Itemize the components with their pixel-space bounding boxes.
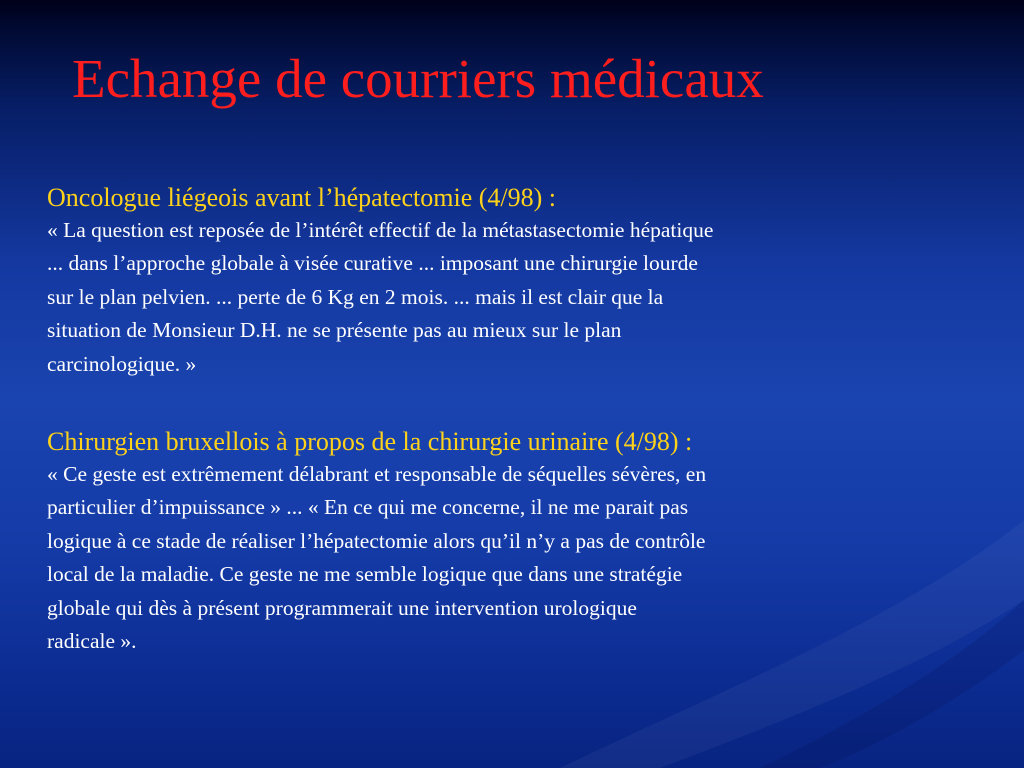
quote-line: carcinologique. » [47,351,197,376]
quote-line: globale qui dès à présent programmerait une intervention urologique [47,595,637,620]
oncologist-letter-heading: Oncologue liégeois avant l’hépatectomie (4/98) : [47,183,556,212]
quote-line: sur le plan pelvien. ... perte de 6 Kg en 2 mois. ... mais il est clair que la [47,284,664,309]
quote-line: situation de Monsieur D.H. ne se présente pas au mieux sur le plan [47,318,622,343]
surgeon-letter-quote [47,458,997,658]
oncologist-letter-section [47,182,997,381]
surgeon-letter-section [47,426,997,658]
surgeon-letter-heading: Chirurgien bruxellois à propos de la chirurgie urinaire (4/98) : [47,427,693,456]
quote-line: logique à ce stade de réaliser l’hépatectomie alors qu’il n’y a pas de contrôle [47,528,706,553]
quote-line: « Ce geste est extrêmement délabrant et responsable de séquelles sévères, en [47,462,707,486]
quote-line: ... dans l’approche globale à visée curative ... imposant une chirurgie lourde [47,251,698,276]
quote-line: local de la maladie. Ce geste ne me semble logique que dans une stratégie [47,562,683,587]
oncologist-letter-quote [47,214,997,381]
slide-title: Echange de courriers médicaux [72,48,764,109]
quote-line: particulier d’impuissance » ... « En ce qui me concerne, il ne me parait pas [47,495,689,520]
quote-line: « La question est reposée de l’intérêt effectif de la métastasectomie hépatique [47,218,714,242]
quote-line: radicale ». [47,629,137,654]
